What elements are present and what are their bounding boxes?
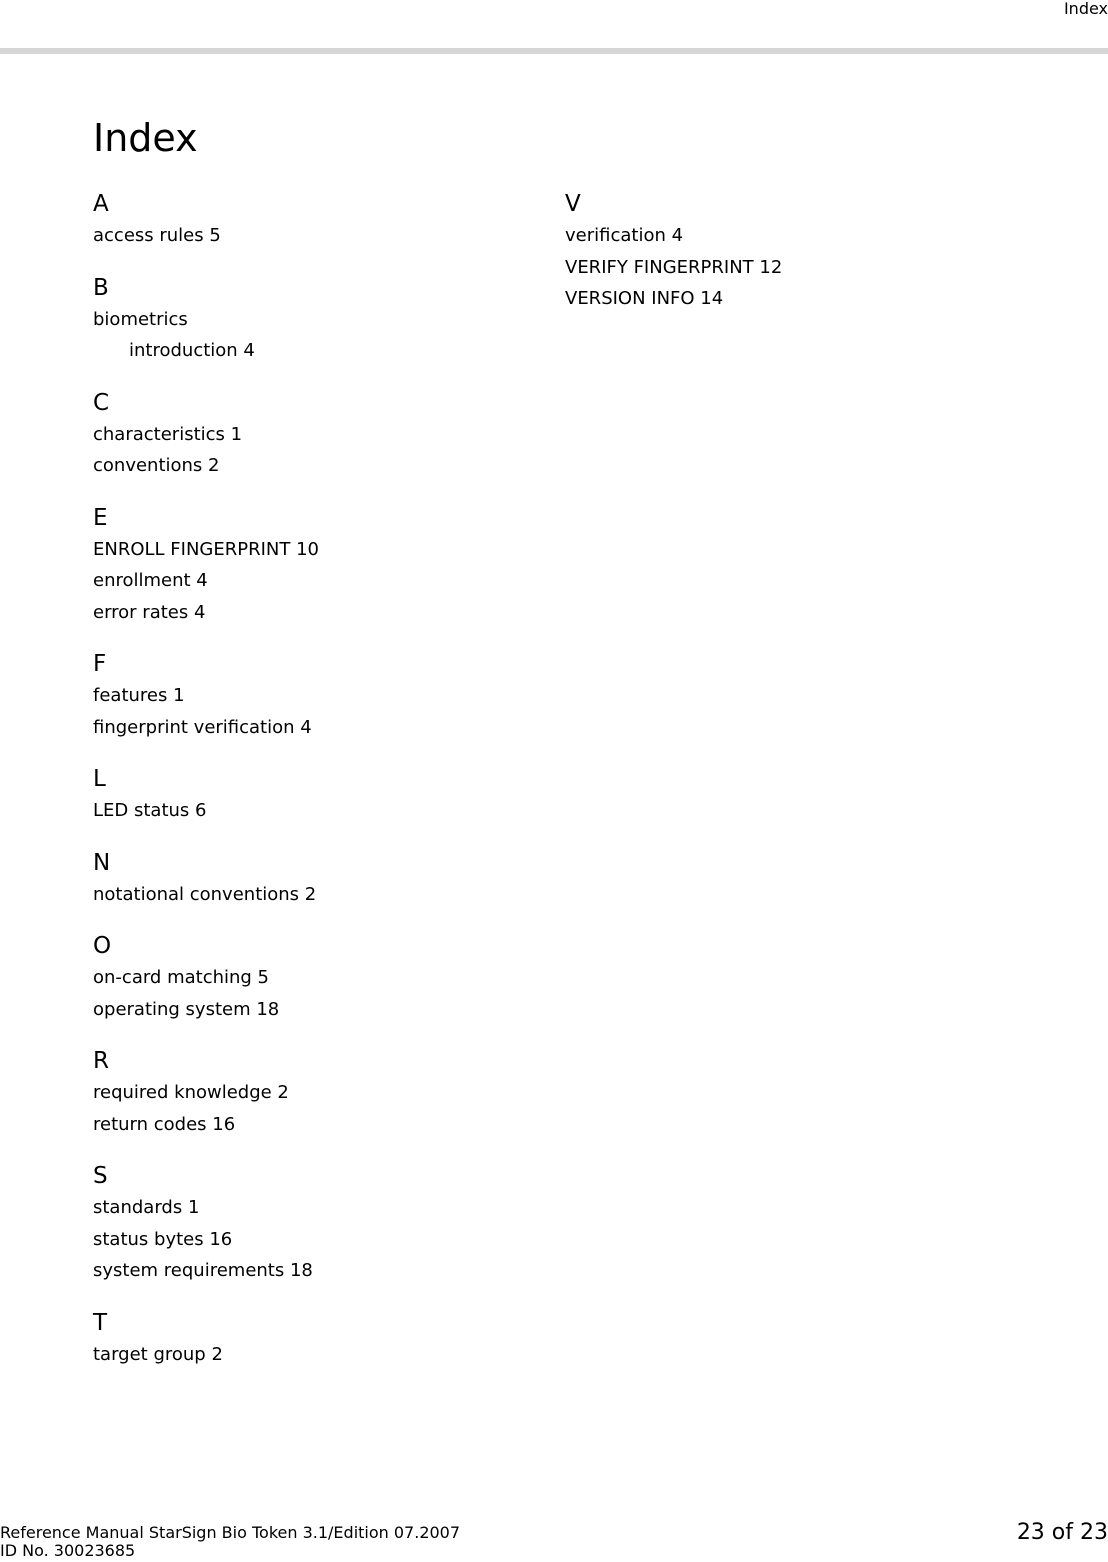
index-entry: biometrics: [93, 308, 188, 330]
index-letter-heading: R: [93, 1048, 109, 1074]
index-letter-heading: F: [93, 651, 107, 677]
index-group-v: [565, 190, 985, 315]
index-letter-heading: L: [93, 766, 106, 792]
index-entry: return codes 16: [93, 1113, 236, 1135]
page-title: Index: [93, 116, 198, 160]
index-subentry: introduction 4: [129, 340, 255, 361]
index-entry: VERSION INFO 14: [565, 288, 724, 309]
index-group-a: [93, 190, 513, 252]
index-entry: enrollment 4: [93, 570, 208, 591]
index-letter-heading: O: [93, 933, 112, 959]
index-entry: ENROLL FINGERPRINT 10: [93, 538, 320, 560]
index-group-c: [93, 389, 513, 482]
index-letter-heading: E: [93, 504, 108, 531]
footer-page-number: 23 of 23: [1016, 1520, 1108, 1545]
index-entry: fingerprint verification 4: [93, 716, 312, 738]
footer-manual-title: Reference Manual StarSign Bio Token 3.1/Edition 07.2007: [0, 1523, 461, 1542]
index-entry: system requirements 18: [93, 1260, 313, 1281]
index-letter-heading: V: [565, 191, 581, 217]
index-letter-heading: N: [93, 849, 111, 876]
index-entry: notational conventions 2: [93, 883, 317, 905]
index-entry: status bytes 16: [93, 1228, 233, 1250]
running-header: Index: [1063, 0, 1108, 18]
index-entry: on-card matching 5: [93, 967, 270, 988]
index-group-n: [93, 849, 513, 911]
index-group-r: [93, 1047, 513, 1140]
index-entry: operating system 18: [93, 998, 280, 1020]
index-group-b: [93, 274, 513, 367]
index-entry: conventions 2: [93, 455, 220, 476]
index-entry: error rates 4: [93, 601, 206, 623]
footer-document-info: [0, 1524, 460, 1560]
index-entry: features 1: [93, 685, 185, 706]
index-group-l: [93, 765, 513, 827]
index-letter-heading: S: [93, 1163, 108, 1189]
index-entry: access rules 5: [93, 225, 221, 246]
index-group-f: [93, 650, 513, 743]
index-entry: characteristics 1: [93, 423, 243, 445]
index-letter-heading: C: [93, 389, 110, 416]
index-entry: verification 4: [565, 225, 684, 246]
index-column-right: [565, 190, 985, 337]
index-column-left: [93, 190, 513, 1392]
index-group-o: [93, 932, 513, 1025]
index-entry: LED status 6: [93, 800, 207, 821]
header-rule: [0, 48, 1108, 54]
index-entry: VERIFY FINGERPRINT 12: [565, 256, 783, 278]
footer-id-number: ID No. 30023685: [0, 1541, 136, 1560]
index-group-s: [93, 1162, 513, 1287]
index-entry: required knowledge 2: [93, 1082, 289, 1103]
index-group-e: [93, 504, 513, 629]
index-letter-heading: A: [93, 191, 109, 217]
index-letter-heading: B: [93, 274, 109, 301]
index-entry: standards 1: [93, 1197, 200, 1218]
index-group-t: [93, 1309, 513, 1371]
index-letter-heading: T: [93, 1309, 108, 1336]
index-entry: target group 2: [93, 1343, 223, 1365]
